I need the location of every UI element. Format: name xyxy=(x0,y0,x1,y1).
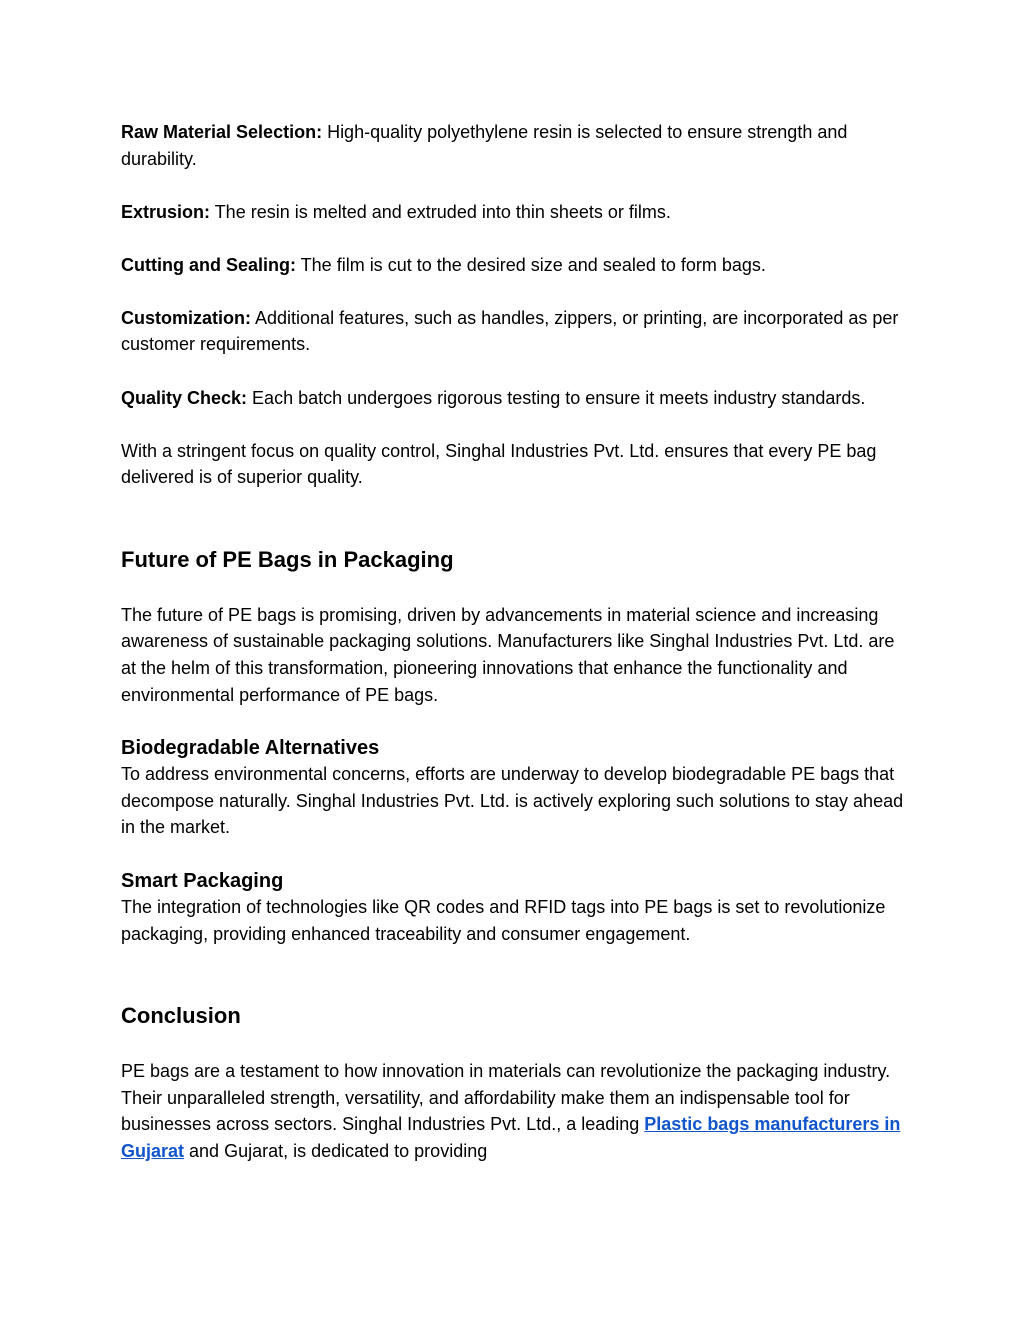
step-title: Customization: xyxy=(121,307,251,328)
step-text: Each batch undergoes rigorous testing to ensure it meets industry standards. xyxy=(247,387,866,408)
step-text: The resin is melted and extruded into thin sheets or films. xyxy=(210,201,671,222)
smart-packaging-text: The integration of technologies like QR codes and RFID tags into PE bags is set to revolutionize packaging, providing enhanced traceability and consumer engagement. xyxy=(121,897,886,944)
biodegradable-text: To address environmental concerns, efforts are underway to develop biodegradable PE bags that decompose naturally. Singhal Industries Pvt. Ltd. is actively exploring such solutions to stay ahead in the market. xyxy=(121,764,904,838)
step-text: High-quality polyethylene resin is selected to ensure strength and durability. xyxy=(121,122,848,169)
step-cutting-sealing xyxy=(121,252,911,279)
conclusion-text xyxy=(121,1058,911,1164)
step-text: The film is cut to the desired size and sealed to form bags. xyxy=(296,254,766,275)
step-title: Extrusion: xyxy=(121,201,211,222)
future-intro: The future of PE bags is promising, driven by advancements in material science and increasing awareness of sustainable packaging solutions. Manufacturers like Singhal Industries Pvt. Ltd. are at the helm of this transformation, pioneering innovations that enhance the functionality and environmental performance of PE bags. xyxy=(121,604,895,705)
step-title: Quality Check: xyxy=(121,387,248,408)
step-title: Raw Material Selection: xyxy=(121,122,323,142)
biodegradable-heading: Biodegradable Alternatives xyxy=(121,737,380,760)
step-title: Cutting and Sealing: xyxy=(121,254,296,275)
step-raw-material xyxy=(121,119,911,172)
document-page xyxy=(121,119,911,1165)
conclusion-heading: Conclusion xyxy=(121,1003,241,1029)
conclusion-text-before-link: PE bags are a testament to how innovation in materials can revolutionize the packaging industry. Their unparalleled strength, versatility, and affordability make them an indispensable tool for businesses across sectors. Singhal Industries Pvt. Ltd., a leading xyxy=(121,1061,891,1135)
future-heading: Future of PE Bags in Packaging xyxy=(121,546,454,572)
step-text: Additional features, such as handles, zippers, or printing, are incorporated as per customer requirements. xyxy=(121,307,899,355)
step-quality-check xyxy=(121,385,911,412)
step-customization xyxy=(121,305,911,358)
step-extrusion xyxy=(121,199,911,226)
quality-paragraph: With a stringent focus on quality control, Singhal Industries Pvt. Ltd. ensures that every PE bag delivered is of superior quality. xyxy=(121,440,877,488)
smart-packaging-heading: Smart Packaging xyxy=(121,870,284,892)
plastic-bags-manufacturers-link[interactable]: Plastic bags manufacturers in Gujarat xyxy=(121,1114,901,1161)
conclusion-text-after-link: and Gujarat, is dedicated to providing xyxy=(184,1140,488,1161)
